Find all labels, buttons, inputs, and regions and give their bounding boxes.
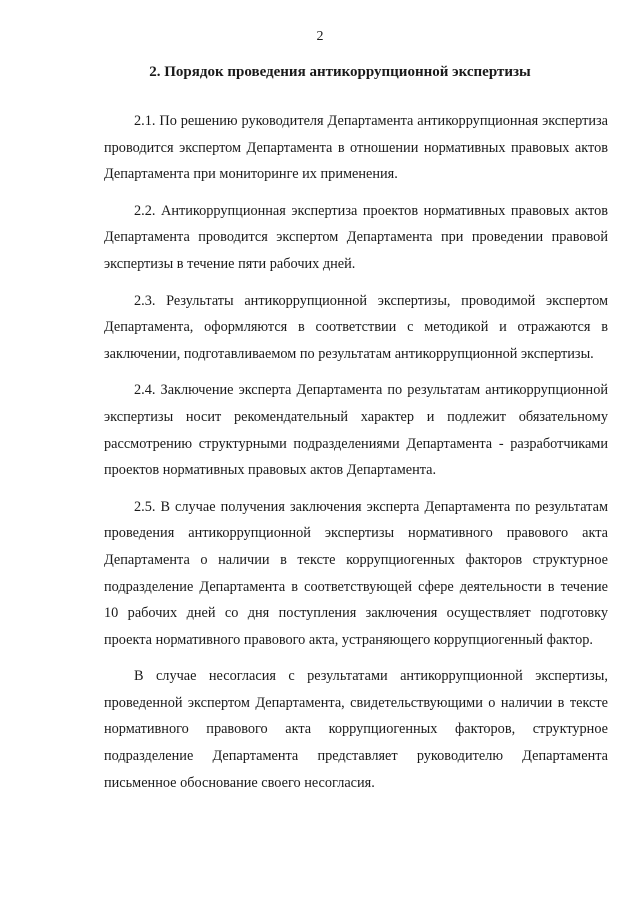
paragraph-2-4: 2.4. Заключение эксперта Департамента по результатам антикоррупционной экспертизы носит рекомендательный характер и подлежит обязательному рассмотрению структурными подразделениями Департамента - разработчиками проектов нормативных правовых актов Департамента.: [104, 382, 608, 479]
paragraph-2-2: 2.2. Антикоррупционная экспертиза проектов нормативных правовых актов Департамента проводится экспертом Департамента при проведении правовой экспертизы в течение пяти рабочих дней.: [104, 202, 608, 272]
document-body: [104, 108, 608, 806]
section-title: 2. Порядок проведения антикоррупционной экспертизы: [149, 64, 531, 80]
page-number: 2: [316, 29, 324, 44]
paragraph-2-5: 2.5. В случае получения заключения эксперта Департамента по результатам проведения антикоррупционной экспертизы нормативного правового акта Департамента о наличии в тексте коррупциогенных факторов структурное подразделение Департамента в соответствующей сфере деятельности в течение 10 рабочих дней со дня поступления заключения осуществляет подготовку проекта нормативного правового акта, устраняющего коррупциогенный фактор.: [104, 498, 608, 648]
paragraph-2-3: 2.3. Результаты антикоррупционной экспертизы, проводимой экспертом Департамента, оформляются в соответствии с методикой и отражаются в заключении, подготавливаемом по результатам антикоррупционной экспертизы.: [104, 292, 608, 362]
paragraph-disagreement: В случае несогласия с результатами антикоррупционной экспертизы, проведенной экспертом Департамента, свидетельствующими о наличии в тексте нормативного правового акта коррупциогенных факторов, структурное подразделение Департамента представляет руководителю Департамента письменное обоснование своего несогласия.: [104, 668, 608, 791]
paragraph-2-1: 2.1. По решению руководителя Департамента антикоррупционная экспертиза проводится экспертом Департамента в отношении нормативных правовых актов Департамента при мониторинге их применения.: [104, 113, 608, 183]
